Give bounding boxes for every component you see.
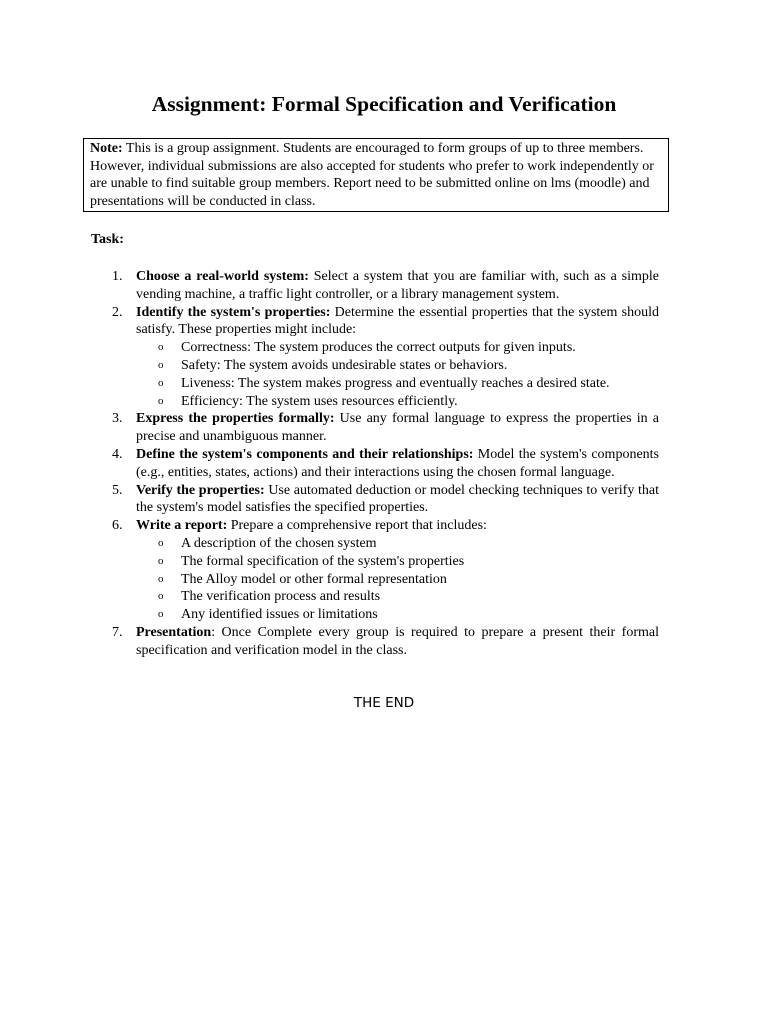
sub-item [0,375,661,393]
sub-item-text: Any identified issues or limitations [181,607,378,623]
circle-bullet-icon: o [158,554,164,567]
task-item-number: 2. [112,304,123,320]
task-item [0,304,659,340]
task-list [0,268,768,660]
sub-item-text: The Alloy model or other formal representation [181,571,447,587]
task-item [0,482,659,518]
note-text: This is a group assignment. Students are encouraged to form groups of up to three members. However, individual submissions are also accepted for students who prefer to work independently or are unable to find suitable group members. Report need to be submitted online on lms (moodle) and presentations will be conducted in class. [90,141,654,209]
circle-bullet-icon: o [158,376,164,389]
circle-bullet-icon: o [158,341,164,354]
circle-bullet-icon: o [158,590,164,603]
task-item [0,517,659,535]
end-text: THE END [353,695,415,711]
sub-item-text: Correctness: The system produces the correct outputs for given inputs. [181,340,576,356]
note-label: Note: [90,141,123,156]
task-item-number: 7. [112,624,123,640]
task-item-heading: Verify the properties: [136,482,265,498]
sub-item-text: A description of the chosen system [181,535,377,551]
sub-item [0,553,661,571]
sub-item [0,357,661,375]
task-item-number: 1. [112,269,123,284]
task-item-text: Determine the essential properties that the system should satisfy. These properties might include: [136,304,659,338]
sub-item [0,393,661,411]
sub-item-text: The verification process and results [181,589,381,605]
circle-bullet-icon: o [158,394,164,407]
circle-bullet-icon: o [158,572,164,585]
task-item [0,410,659,446]
task-item-text: Use automated deduction or model checking techniques to verify that the system's model satisfies the specified properties. [136,482,660,516]
task-item [0,268,659,304]
sub-item-text: Safety: The system avoids undesirable states or behaviors. [181,357,508,373]
sub-item-text: Efficiency: The system uses resources efficiently. [181,393,458,409]
task-heading: Task: [91,232,124,247]
task-item-heading: Choose a real-world system: [136,269,309,284]
task-item-number: 6. [112,518,123,534]
circle-bullet-icon: o [158,536,164,549]
sub-item [0,339,661,357]
task-item-heading: Express the properties formally: [136,411,335,427]
task-item-number: 4. [112,446,123,462]
sub-item-text: Liveness: The system makes progress and eventually reaches a desired state. [181,375,610,391]
sub-item-text: The formal specification of the system's properties [181,553,465,569]
sub-item [0,571,661,589]
page-title: Assignment: Formal Specification and Verification [151,92,617,116]
task-item-text: : Once Complete every group is required to prepare a present their formal specification and verification model in the class. [136,624,659,658]
task-item-text: Use any formal language to express the properties in a precise and unambiguous manner. [136,411,659,445]
task-item-text: Select a system that you are familiar with, such as a simple vending machine, a traffic light controller, or a library management system. [136,269,659,302]
task-item-number: 3. [112,411,123,427]
sub-item [0,588,661,606]
circle-bullet-icon: o [158,608,164,621]
task-item-heading: Define the system's components and their relationships: [136,446,474,462]
note-box [83,138,669,212]
task-item-number: 5. [112,482,123,498]
sub-item [0,606,661,624]
task-item-heading: Write a report: [136,518,228,534]
task-item [0,446,659,482]
sub-item [0,535,661,553]
task-item-text: Prepare a comprehensive report that includes: [227,518,487,534]
task-item-heading: Presentation [136,624,212,640]
circle-bullet-icon: o [158,358,164,371]
task-item-heading: Identify the system's properties: [136,304,331,320]
task-item-text: Model the system's components (e.g., entities, states, actions) and their interactions using the chosen formal language. [136,446,659,480]
task-item [0,624,659,660]
